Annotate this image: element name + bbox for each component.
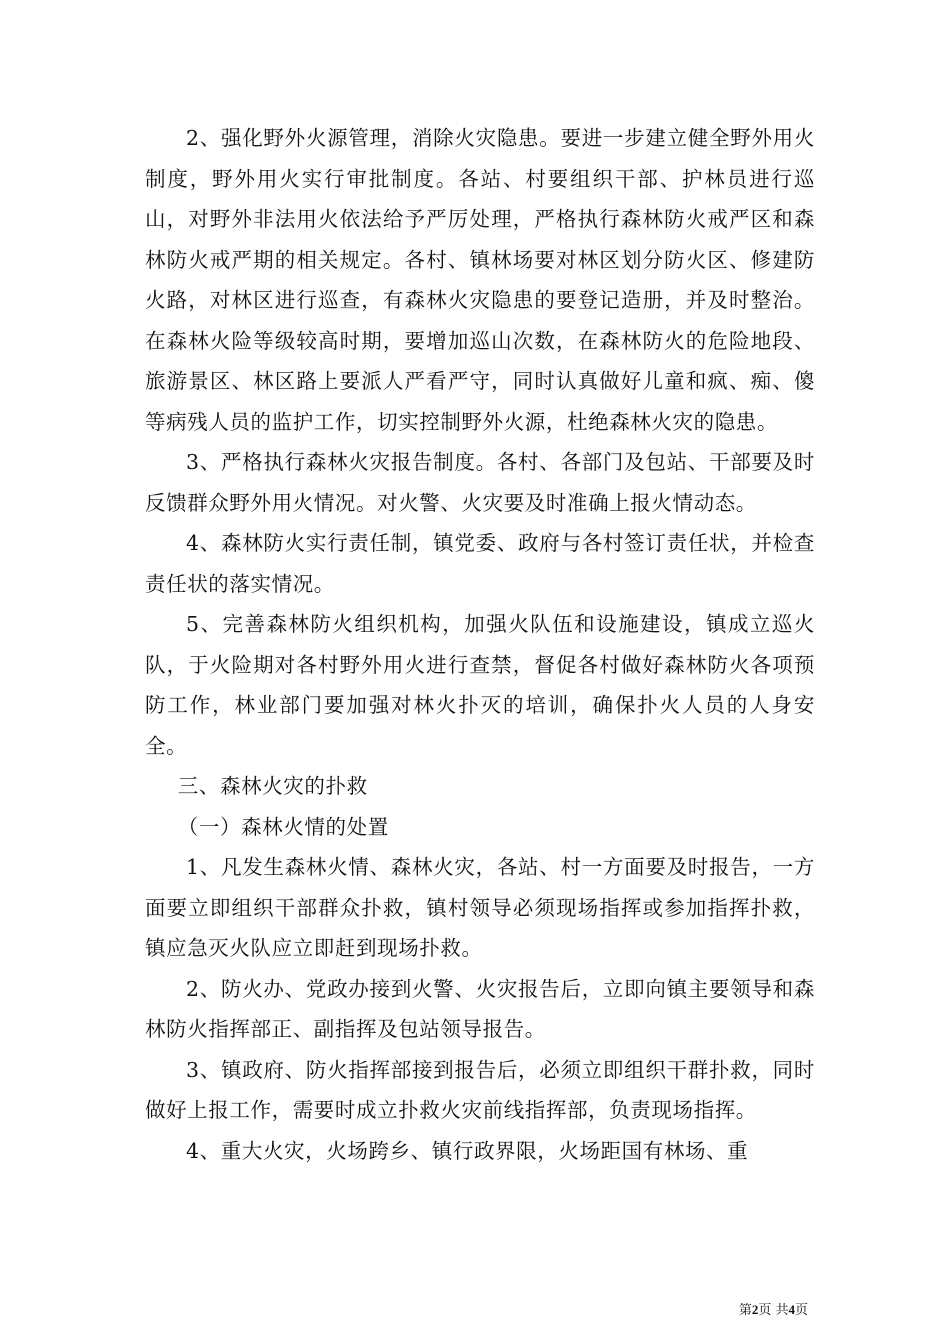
document-body	[145, 118, 815, 1171]
section-heading-fire-fighting: 三、森林火灾的扑救	[177, 774, 368, 798]
paragraph-item-5-organization: 5、完善森林防火组织机构，加强火队伍和设施建设，镇成立巡火队，于火险期对各村野外用火进行查禁，督促各村做好森林防火各项预防工作，林业部门要加强对林火扑灭的培训，确保扑火人员的人身安全。	[145, 612, 815, 758]
page-number	[739, 1300, 808, 1321]
paragraph-item-2-fire-source: 2、强化野外火源管理，消除火灾隐患。要进一步建立健全野外用火制度，野外用火实行审批制度。各站、村要组织干部、护林员进行巡山，对野外非法用火依法给予严厉处理，严格执行森林防火戒严区和森林防火戒严期的相关规定。各村、镇林场要对林区划分防火区、修建防火路，对林区进行巡查，有森林火灾隐患的要登记造册，并及时整治。在森林火险等级较高时期，要增加巡山次数，在森林防火的危险地段、旅游景区、林区路上要派人严看严守，同时认真做好儿童和疯、痴、傻等病残人员的监护工作，切实控制野外火源，杜绝森林火灾的隐患。	[145, 126, 815, 434]
page-number-prefix: 第	[738, 1303, 752, 1318]
paragraph-handling-2: 2、防火办、党政办接到火警、火灾报告后，立即向镇主要领导和森林防火指挥部正、副指挥及包站领导报告。	[145, 976, 815, 1041]
current-page-number: 2	[751, 1302, 759, 1317]
subsection-heading-fire-handling: （一）森林火情的处置	[177, 814, 389, 839]
paragraph-item-3-report-system: 3、严格执行森林火灾报告制度。各村、各部门及包站、干部要及时反馈群众野外用火情况。对火警、火灾要及时准确上报火情动态。	[145, 450, 815, 515]
paragraph-item-4-responsibility: 4、森林防火实行责任制，镇党委、政府与各村签订责任状，并检查责任状的落实情况。	[145, 531, 815, 596]
paragraph-handling-3: 3、镇政府、防火指挥部接到报告后，必须立即组织干群扑救，同时做好上报工作，需要时成立扑救火灾前线指挥部，负责现场指挥。	[145, 1057, 815, 1122]
page-number-middle: 页 共	[758, 1303, 789, 1318]
paragraph-handling-1: 1、凡发生森林火情、森林火灾，各站、村一方面要及时报告，一方面要立即组织干部群众扑救，镇村领导必须现场指挥或参加指挥扑救，镇应急灭火队应立即赶到现场扑救。	[145, 855, 815, 960]
total-pages-number: 4	[788, 1302, 795, 1317]
page-footer	[0, 1300, 950, 1320]
page-number-suffix: 页	[794, 1303, 808, 1318]
paragraph-handling-4: 4、重大火灾，火场跨乡、镇行政界限，火场距国有林场、重	[186, 1138, 749, 1163]
